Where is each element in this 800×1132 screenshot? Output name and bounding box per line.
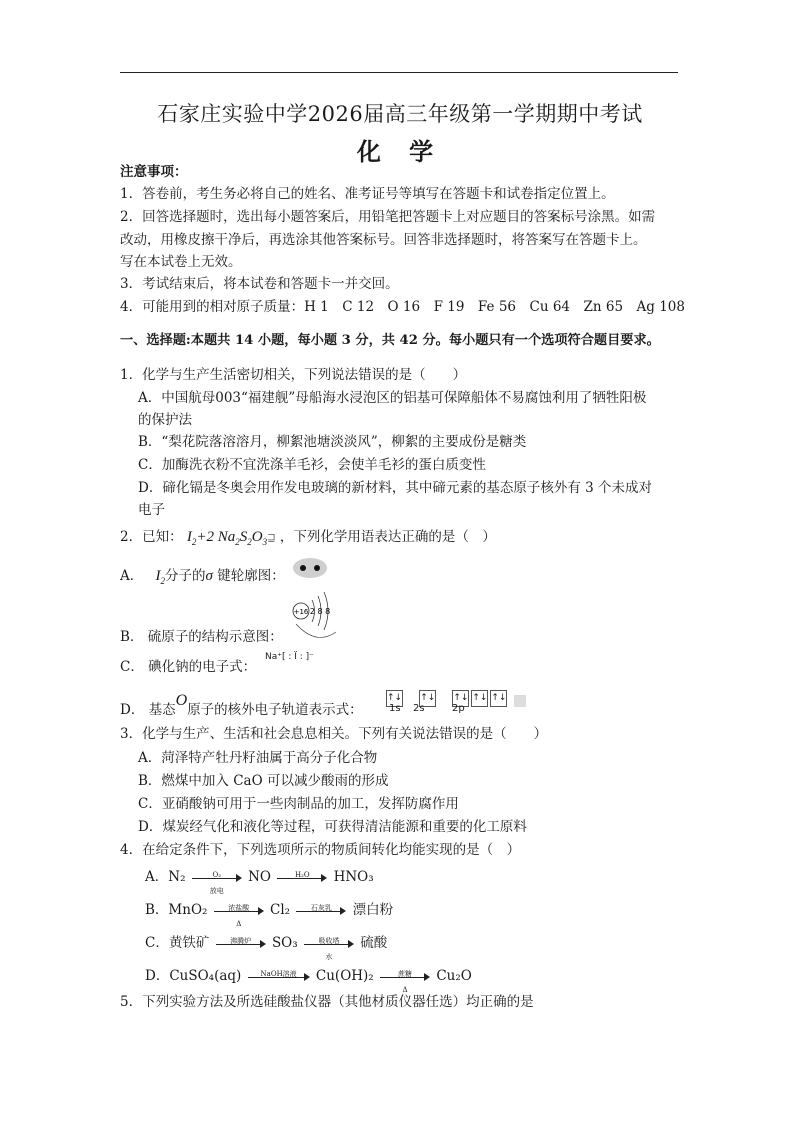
q1-option-c: C．加酶洗衣粉不宜洗涤羊毛衫，会使羊毛衫的蛋白质变性 <box>138 457 486 473</box>
q4-option-a: A．N₂ O₂ 放电 NO H₂O HNO₃ <box>145 869 374 895</box>
reaction-arrow-icon: 浓盐酸 Δ <box>214 904 264 918</box>
q3-option-d: D．煤炭经气化和液化等过程，可获得清洁能源和重要的化工原料 <box>138 819 527 835</box>
q1-stem: 1．化学与生产生活密切相关，下列说法错误的是（ ） <box>120 367 467 383</box>
header-rule <box>120 72 678 73</box>
note-item: 3．考试结束后，将本试卷和答题卡一并交回。 <box>120 276 399 292</box>
orbital-box: ↑↓ <box>452 690 469 707</box>
orbital-label-2s: 2s <box>413 703 425 714</box>
exam-subject: 化 学 <box>356 137 444 166</box>
q1-option-b: B．“梨花院落溶溶月，柳絮池塘淡淡风”，柳絮的主要成份是糖类 <box>138 434 527 450</box>
q4-option-c: C．黄铁矿 沸腾炉 SO₃ 吸收塔 水 硫酸 <box>145 935 388 961</box>
q3-option-c: C．亚硝酸钠可用于一些肉制品的加工，发挥防腐作用 <box>138 796 459 812</box>
q2-option-d: D． 基态O原子的核外电子轨道表示式： <box>120 692 363 718</box>
q2-stem-pre: 2．已知： <box>120 529 183 545</box>
q1-option-d: D．碲化镉是冬奥会用作发电玻璃的新材料，其中碲元素的基态原子核外有 3 个未成对 <box>138 480 652 496</box>
q1-option-a: A．中国航母003“福建舰”母船海水浸泡区的铝基可保障船体不易腐蚀利用了牺牲阳极 <box>138 390 647 406</box>
orbital-label-2p: 2p <box>452 703 465 714</box>
note-item: 改动，用橡皮擦干净后，再选涂其他答案标号。回答非选择题时，将答案写在答题卡上。 <box>120 232 647 248</box>
q2-option-c: C． 碘化钠的电子式： <box>120 659 257 675</box>
reaction-arrow-icon: H₂O <box>277 871 327 885</box>
note-item: 2．回答选择题时，选出每小题答案后，用铅笔把答题卡上对应题目的答案标号涂黑。如需 <box>120 209 656 225</box>
smudge-icon <box>514 695 526 707</box>
section-heading: 一、选择题:本题共 14 小题，每小题 3 分，共 42 分。每小题只有一个选项符合题目要求。 <box>120 333 660 348</box>
reaction-arrow-icon: 蔗糖 Δ <box>380 970 430 984</box>
q3-option-b: B．燃煤中加入 CaO 可以减少酸雨的形成 <box>138 773 389 789</box>
q1-option-d-cont: 电子 <box>138 502 165 518</box>
q2-stem <box>120 527 496 549</box>
q4-option-b: B．MnO₂ 浓盐酸 Δ Cl₂ 石灰乳 漂白粉 <box>145 902 394 928</box>
reaction-arrow-icon: 吸收塔 水 <box>304 937 354 951</box>
q2-option-b: B． 硫原子的结构示意图： <box>120 629 283 645</box>
reaction-arrow-icon: NaOH溶液 <box>248 970 310 984</box>
equation-fragment-icon: ⊒ <box>267 533 276 544</box>
sulfur-atom-diagram-icon <box>290 588 342 646</box>
orbital-box: ↑↓ <box>419 690 436 707</box>
q5-stem: 5．下列实验方法及所选硅酸盐仪器（其他材质仪器任选）均正确的是 <box>120 994 534 1010</box>
q2-option-a: A． $I_2$分子的σ 键轮廓图： <box>120 568 285 586</box>
atom-shells-label: 2 8 8 <box>309 607 331 616</box>
sigma-bond-contour-icon <box>292 557 328 579</box>
q4-option-d: D．CuSO₄(aq) NaOH溶液 Cu(OH)₂ 蔗糖 Δ Cu₂O <box>145 968 472 994</box>
note-item: 1．答卷前，考生务必将自己的姓名、准考证号等填写在答题卡和试卷指定位置上。 <box>120 186 615 202</box>
atom-nucleus-label: +16 <box>293 608 309 616</box>
reaction-arrow-icon: 石灰乳 <box>296 904 346 918</box>
exam-title: 石家庄实验中学2026届高三年级第一学期期中考试 <box>157 102 643 126</box>
q3-stem: 3．化学与生产、生活和社会息息相关。下列有关说法错误的是（ ） <box>120 726 548 742</box>
orbital-box: ↑↓ <box>386 690 403 707</box>
orbital-label-1s: 1s <box>389 703 401 714</box>
note-item: 4．可能用到的相对原子质量：H 1 C 12 O 16 F 19 Fe 56 Cu 64 Zn 65 Ag 108 <box>120 299 685 315</box>
notes-heading: 注意事项： <box>120 164 188 180</box>
orbital-box: ↑↓ <box>471 690 488 707</box>
q3-option-a: A．菏泽特产牡丹籽油属于高分子化合物 <box>138 750 378 766</box>
sodium-iodide-formula: Na⁺[ : Ï : ]⁻ <box>265 652 314 662</box>
reaction-arrow-icon: 沸腾炉 <box>216 937 266 951</box>
q1-option-a-cont: 的保护法 <box>138 412 192 428</box>
reaction-arrow-icon: O₂ 放电 <box>192 871 242 885</box>
q4-stem: 4．在给定条件下，下列选项所示的物质间转化均能实现的是（ ） <box>120 842 521 858</box>
q2-equation: $I_2+2$ $Na_2S_2O_3$ <box>186 529 268 547</box>
q2-stem-post: ，下列化学用语表达正确的是（ ） <box>279 529 496 545</box>
orbital-box: ↑↓ <box>490 690 507 707</box>
note-item: 写在本试卷上无效。 <box>120 254 242 270</box>
